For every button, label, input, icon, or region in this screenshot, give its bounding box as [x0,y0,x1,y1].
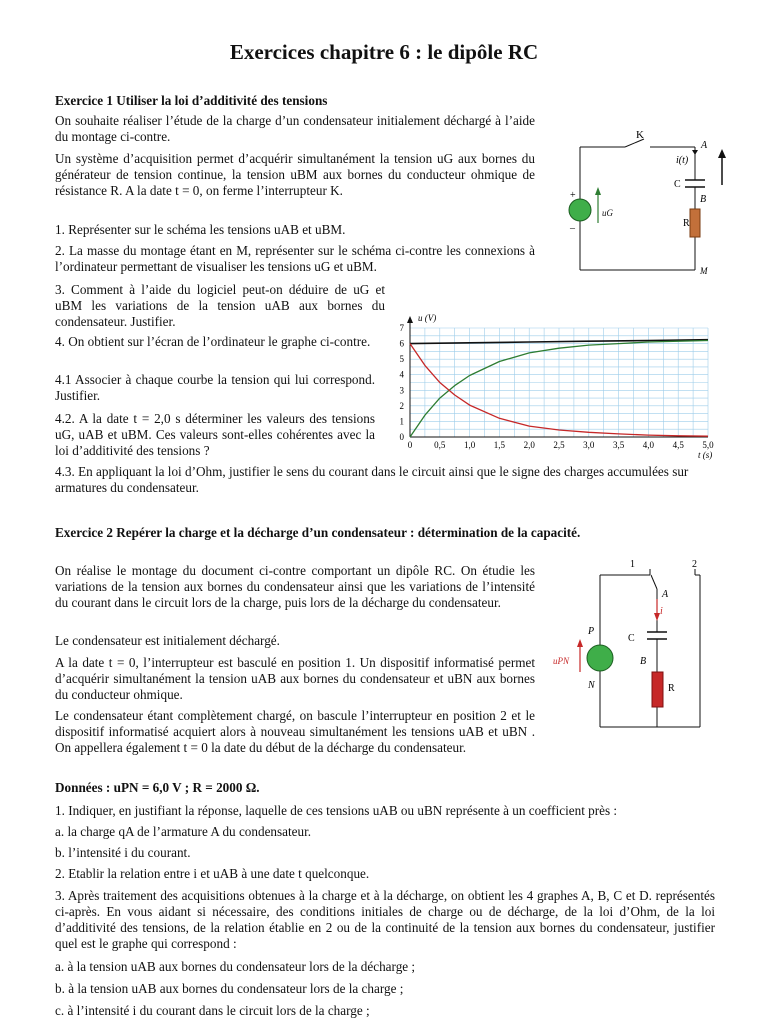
voltage-time-chart [390,310,730,462]
exercise-2-question-3: 3. Après traitement des acquisitions obtenues à la charge et à la décharge, on obtient les 4 graphes A, B, C et D. représentés ci-après. En vous aidant si nécessaire, des conditions initiales de charge ou de décharge, de la loi d’Ohm, de la loi d’additivité des tensions, de la relation établie en 2 ou de la continuité de la tension aux bornes du condensateur, justifier quel est le graphe qui correspond : [55,888,715,951]
x-tick-label: 0,5 [434,440,446,450]
question-3: 3. Comment à l’aide du logiciel peut-on déduire de uG et uBM les variations de la tension uAB aux bornes du condensateur. Justifier. [55,282,385,329]
y-tick-label: 4 [399,369,404,380]
y-tick-label: 1 [399,416,404,427]
exercise-2-charge: A la date t = 0, l’interrupteur est basculé en position 1. Un dispositif informatisé permet d’acquérir simultanément la tension uAB aux bornes du condensateur et uBN aux bornes du conducteur ohmique. [55,655,535,702]
capacitor-label: C [674,179,681,190]
question-4-2: 4.2. A la date t = 2,0 s déterminer les valeurs des tensions uG, uAB et uBM. Ces valeurs sont-elles cohérentes avec la loi d’additivité des tensions ? [55,411,375,458]
x-tick-label: 3,5 [612,440,625,450]
exercise-2-answer-b: b. à la tension uAB aux bornes du condensateur lors de la charge ; [55,981,404,996]
circuit-diagram-1 [560,125,730,280]
exercise-2-data: Données : uPN = 6,0 V ; R = 2000 Ω. [55,780,260,795]
exercise-1-intro: On souhaite réaliser l’étude de la charge d’un condensateur initialement déchargé à l’aide du montage ci-contre. [55,113,535,144]
current-label: i(t) [676,155,689,166]
question-2: 2. La masse du montage étant en M, représenter sur le schéma ci-contre les connexions à l’ordinateur permettant de visualiser les tensions uG et uBM. [55,243,535,274]
y-tick-label: 2 [399,400,404,411]
chart-y-label: u (V) [418,313,437,323]
exercise-2-answer-a: a. à la tension uAB aux bornes du condensateur lors de la décharge ; [55,959,416,974]
x-tick-label: 4,0 [642,440,655,450]
question-4-1: 4.1 Associer à chaque courbe la tension qui lui correspond. Justifier. [55,372,375,403]
x-tick-label: 2,0 [523,440,535,450]
chart-x-label: t (s) [698,450,713,460]
node-n-label: N [588,680,595,691]
question-1: 1. Représenter sur le schéma les tensions uAB et uBM. [55,222,346,237]
current-label-2: i [660,606,663,617]
exercise-2-question-1a: a. la charge qA de l’armature A du condensateur. [55,824,312,839]
exercise-2-answer-c: c. à l’intensité i du courant dans le circuit lors de la charge ; [55,1003,370,1018]
y-tick-label: 0 [399,432,404,442]
y-tick-label: 6 [399,338,404,349]
node-m-label: M [700,266,708,276]
position-1-label: 1 [630,559,635,570]
node-p-label: P [588,626,595,637]
x-tick-label: 5,0 [702,440,714,450]
resistor-label: R [683,218,690,229]
y-axis-arrow [407,316,413,323]
position-2-label: 2 [692,559,697,570]
x-tick-label: 2,5 [553,440,565,450]
switch-label: K [636,129,644,141]
y-tick-label: 5 [399,354,404,365]
page-title: Exercices chapitre 6 : le dipôle RC [229,40,539,64]
question-4-3: 4.3. En appliquant la loi d’Ohm, justifier le sens du courant dans le circuit ainsi que le signe des charges accumulées sur armatures du condensateur. [55,464,689,495]
chart-axes [407,316,708,437]
exercise-1-setup: Un système d’acquisition permet d’acquérir simultanément la tension uG aux bornes du générateur de tension continue, la tension uBM aux bornes du conducteur ohmique de résistance R. A la date t = 0, on ferme l’interrupteur K. [55,151,535,198]
generator-label: uG [602,208,613,218]
node-b-label-2: B [640,656,647,667]
x-tick-label: 4,5 [672,440,684,450]
generator-label-2: uPN [553,656,570,666]
exercise-2-discharge: Le condensateur étant complètement chargé, on bascule l’interrupteur en position 2 et le dispositif informatisé acquiert alors à nouveau simultanément les tensions uAB et uBN . On appellera également t = 0 la date du début de la décharge du condensateur. [55,708,535,755]
exercise-2-intro: On réalise le montage du document ci-contre comportant un dipôle RC. On étudie les variations de la tension aux bornes du condensateur ainsi que les variations de l’intensité du courant dans le circuit lors de la charge, puis lors de la décharge du condensateur. [55,563,535,610]
node-b-label: B [700,194,707,205]
y-tick-label: 3 [399,385,404,396]
x-tick-label: 1,0 [463,440,476,450]
resistor-label-2: R [668,683,675,694]
x-tick-label: 0 [407,440,413,450]
x-tick-label: 3,0 [583,440,595,450]
exercise-1-heading: Exercice 1 Utiliser la loi d’additivité des tensions [55,93,328,108]
exercise-2-initial-state: Le condensateur est initialement déchargé. [55,633,280,648]
plus-label: + [570,190,576,201]
circuit-diagram-2 [550,557,720,732]
y-tick-label: 7 [399,323,404,333]
exercise-2-question-1b: b. l’intensité i du courant. [55,845,191,860]
exercise-2-heading: Exercice 2 Repérer la charge et la décharge d’un condensateur : détermination de la capacité. [55,525,581,540]
minus-label: – [570,223,575,234]
question-4: 4. On obtient sur l’écran de l’ordinateur le graphe ci-contre. [55,334,371,349]
x-tick-label: 1,5 [493,440,506,450]
exercise-2-question-1: 1. Indiquer, en justifiant la réponse, laquelle de ces tensions uAB ou uBN représente à un coefficient près : [55,803,618,818]
node-a-label-2: A [662,589,669,600]
node-a-label: A [701,140,708,151]
exercise-2-question-2: 2. Etablir la relation entre i et uAB à une date t quelconque. [55,866,370,881]
capacitor-label-2: C [628,633,635,644]
chart-grid [410,328,708,437]
